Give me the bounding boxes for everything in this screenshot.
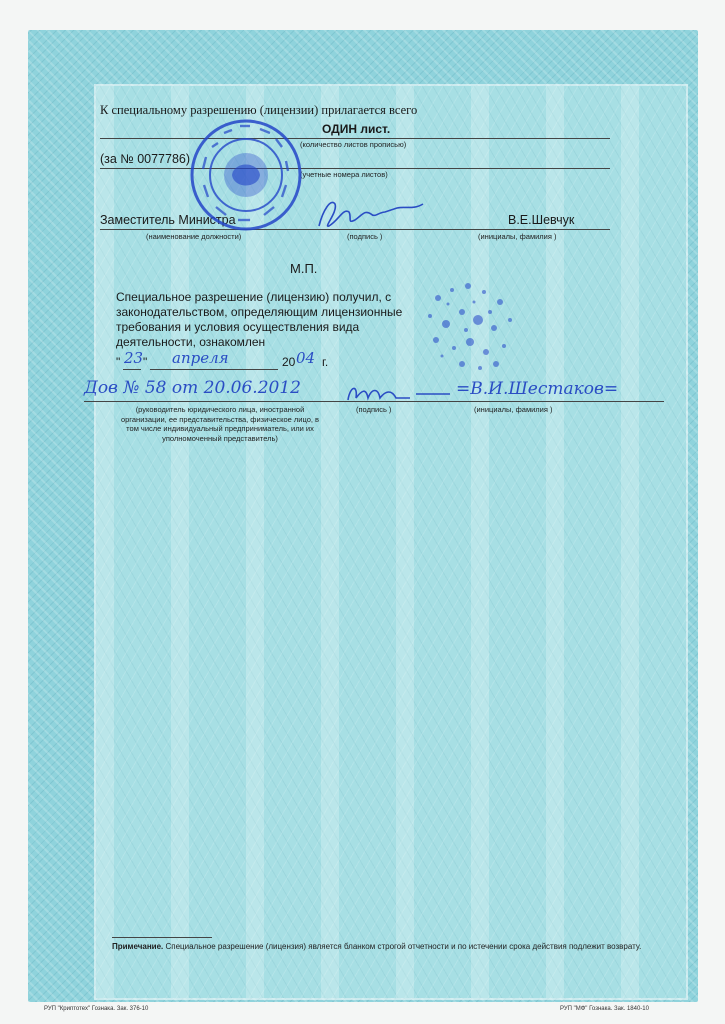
sheet-count: ОДИН лист. (322, 122, 391, 136)
sheet-count-caption: (количество листов прописью) (300, 140, 407, 149)
date-close-quote: " (143, 355, 148, 369)
date-month: апреля (172, 349, 229, 367)
seal-place-label: М.П. (290, 261, 318, 276)
signatory-signature-mark (305, 190, 430, 238)
footnote-rule (112, 937, 212, 938)
position-caption: (наименование должности) (146, 232, 242, 241)
recipient-name-caption: (инициалы, фамилия ) (474, 405, 553, 414)
date-day-line (123, 369, 141, 370)
year-suffix: 04 (296, 349, 316, 367)
recipient-line (84, 401, 664, 402)
faded-ink-stamp (408, 268, 538, 388)
signatory-position: Заместитель Министра (100, 213, 236, 227)
license-number: (за № 0077786) (100, 152, 191, 166)
year-prefix: 20 (282, 355, 296, 369)
signatory-name: В.Е.Шевчук (508, 213, 575, 227)
sheet-count-line (100, 138, 610, 139)
year-end: г. (322, 355, 329, 369)
receipt-statement: Специальное разрешение (лицензию) получил, с законодательством, определяющим лицензионные требования и условия осуществления вида деятельности, ознакомлен (116, 290, 403, 349)
sheet-numbers-line (100, 168, 610, 169)
date-open-quote: " (116, 355, 121, 369)
attached-sheets-text: К специальному разрешению (лицензии) прилагается всего (100, 103, 418, 117)
footnote-label: Примечание. (112, 942, 164, 951)
date-month-line (150, 369, 278, 370)
footnote-text: Специальное разрешение (лицензия) является бланком строгой отчетности и по истечении срока действия подлежит возврату. (165, 942, 642, 951)
printer-mark-left: РУП "Криптотех" Гознака. Зак. 376-10 (44, 1006, 149, 1012)
recipient-signature-caption: (подпись ) (356, 405, 392, 414)
recipient-caption: (руководитель юридического лица, иностранной организации, ее представительства, физическое лицо, в том числе индивидуальный предприниматель, или их уполномоченный представитель) (120, 405, 320, 443)
recipient-handwritten: Дов № 58 от 20.06.2012 (84, 378, 301, 398)
signatory-name-caption: (инициалы, фамилия ) (478, 232, 557, 241)
date-day: 23 (124, 349, 144, 367)
official-round-stamp (188, 117, 304, 233)
recipient-name-handwritten: =В.И.Шестаков= (456, 379, 619, 399)
printer-mark-right: РУП "МФ" Гознака. Зак. 1840-10 (560, 1006, 649, 1012)
signatory-signature-caption: (подпись ) (347, 232, 383, 241)
footnote (112, 942, 652, 952)
recipient-signature-mark (340, 380, 460, 406)
sheet-numbers-caption: (учетные номера листов) (300, 170, 388, 179)
